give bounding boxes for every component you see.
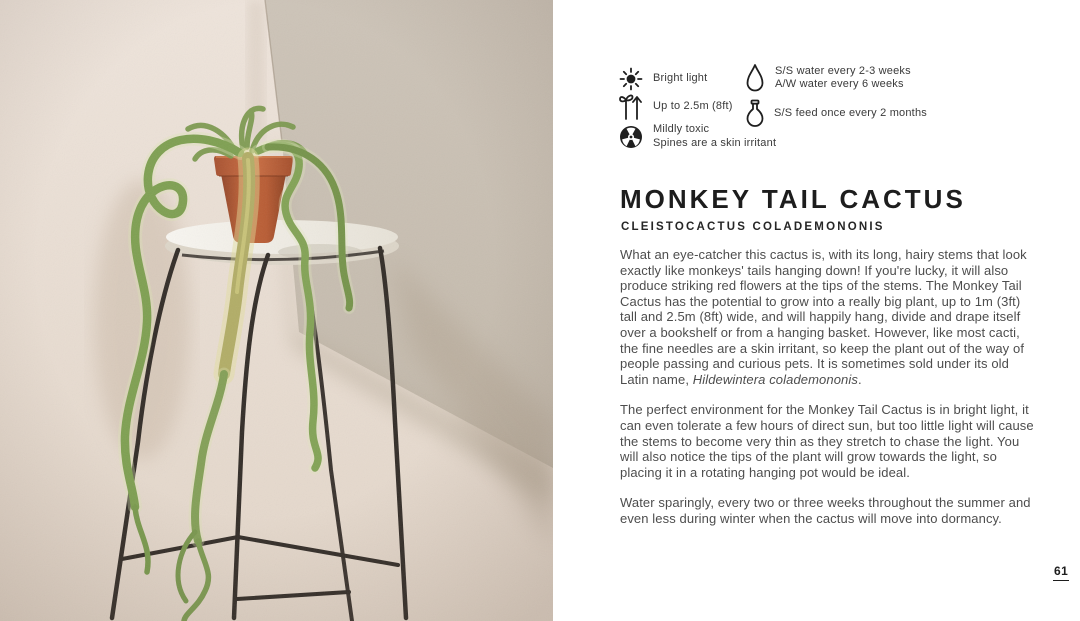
height-icon — [618, 92, 644, 122]
paragraph-1-text: What an eye-catcher this cactus is, with its long, hairy stems that look exactly like monkeys' tails hanging down! If you're lucky, it will also produce striking red flowers at the tips of the stems. The Monkey Tail Cactus has the potential to grow into a really big plant, up to 1m (3ft) tall and 2.5m (8ft) wide, and will happily hang, divide and drape itself over a bookshelf or from a hanging basket. However, like most cacti, the fine needles are a skin irritant, so keep the plant out of the way of people passing and curious pets. It is sometimes sold under its old Latin name, — [620, 247, 1027, 387]
body-text — [620, 247, 1034, 542]
care-item-water — [744, 62, 911, 94]
paragraph-1 — [620, 247, 1034, 387]
paragraph-1-end: . — [857, 371, 862, 387]
paragraph-2: The perfect environment for the Monkey Tail Cactus is in bright light, it can even tolerate a few hours of direct sun, but too little light will cause the stems to become very thin as they stretch to chase the light. You will also notice the tips of the plant will grow towards the light, so placing it in a rotating hanging pot would be ideal. — [620, 402, 1034, 480]
care-item-light — [618, 66, 707, 92]
care-label: Up to 2.5m (8ft) — [653, 100, 733, 113]
care-label: Spines are a skin irritant — [653, 136, 777, 149]
paragraph-3: Water sparingly, every two or three weeks throughout the summer and even less during winter when the cactus will move into dormancy. — [620, 495, 1031, 526]
water-drop-icon — [744, 62, 766, 94]
care-label: S/S feed once every 2 months — [774, 106, 927, 119]
right-page — [553, 0, 1080, 621]
page-number: 61 — [1053, 564, 1069, 581]
care-label: Bright light — [653, 72, 708, 85]
latin-name-inline: Hildewintera colademononis — [692, 371, 858, 387]
page-title: MONKEY TAIL CACTUS — [620, 184, 966, 214]
toxic-icon — [618, 125, 644, 149]
care-label: S/S water every 2-3 weeks — [775, 64, 911, 77]
care-item-height — [618, 92, 733, 122]
care-item-feed — [745, 99, 927, 128]
care-label: A/W water every 6 weeks — [775, 78, 904, 90]
sun-icon — [618, 66, 644, 92]
latin-name: CLEISTOCACTUS COLADEMONONIS — [621, 221, 885, 233]
care-label: Mildly toxic — [653, 123, 710, 135]
feed-bottle-icon — [745, 99, 765, 128]
